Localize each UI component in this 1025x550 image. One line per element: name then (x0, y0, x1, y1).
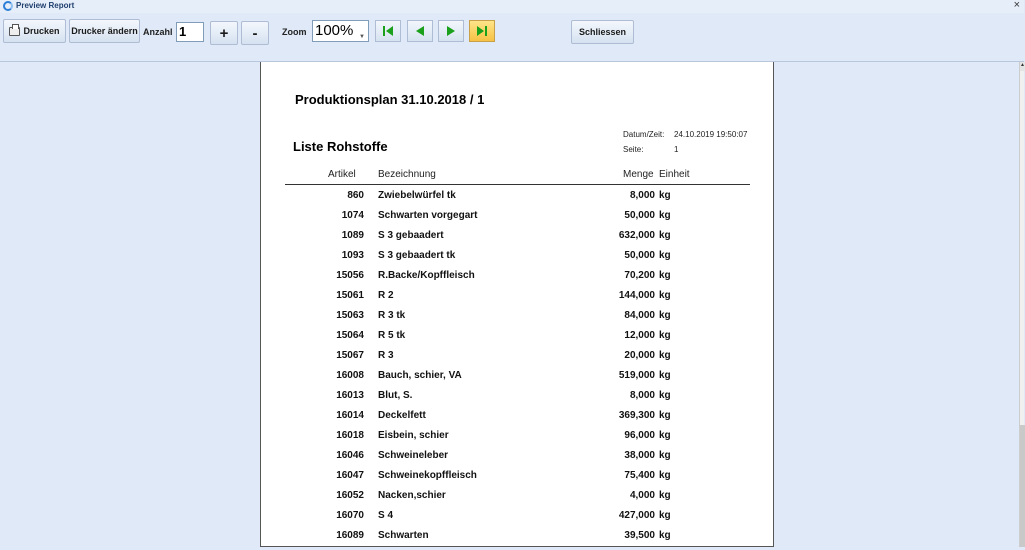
cell-menge: 75,400 (624, 470, 655, 481)
preview-area (0, 62, 1019, 547)
cell-bezeichnung: S 3 gebaadert tk (378, 250, 456, 261)
cell-bezeichnung: R 2 (378, 290, 394, 301)
cell-einheit: kg (659, 370, 671, 381)
cell-artikel: 16046 (336, 450, 364, 461)
cell-bezeichnung: Nacken,schier (378, 490, 446, 501)
cell-artikel: 15067 (336, 350, 364, 361)
table-row (261, 270, 775, 290)
cell-menge: 70,200 (624, 270, 655, 281)
vertical-scrollbar[interactable] (1019, 62, 1024, 547)
cell-artikel: 16070 (336, 510, 364, 521)
cell-menge: 632,000 (618, 230, 655, 241)
cell-einheit: kg (659, 390, 671, 401)
cell-einheit: kg (659, 410, 671, 421)
cell-bezeichnung: S 4 (378, 510, 394, 521)
table-row (261, 530, 775, 550)
copies-label: Anzahl (143, 27, 173, 37)
cell-bezeichnung: Schweineleber (378, 450, 449, 461)
cell-einheit: kg (659, 210, 671, 221)
cell-einheit: kg (659, 510, 671, 521)
table-row (261, 450, 775, 470)
print-button-label: Drucken (23, 26, 60, 36)
table-row (261, 470, 775, 490)
table-row (261, 490, 775, 510)
table-row (261, 330, 775, 350)
printer-icon (9, 27, 20, 36)
table-row (261, 290, 775, 310)
cell-artikel: 15061 (336, 290, 364, 301)
decrease-copies-button[interactable]: - (241, 21, 269, 45)
cell-menge: 4,000 (629, 490, 655, 501)
table-row (261, 370, 775, 390)
column-header-bezeichnung: Bezeichnung (378, 169, 436, 180)
table-row (261, 250, 775, 270)
next-page-button[interactable] (438, 20, 464, 42)
cell-menge: 12,000 (624, 330, 655, 341)
report-page (260, 62, 774, 547)
title-bar (0, 0, 1024, 13)
cell-bezeichnung: S 3 gebaadert (378, 230, 444, 241)
cell-einheit: kg (659, 430, 671, 441)
previous-page-button[interactable] (407, 20, 433, 42)
cell-artikel: 16018 (336, 430, 364, 441)
cell-bezeichnung: Eisbein, schier (378, 430, 449, 441)
cell-artikel: 15063 (336, 310, 364, 321)
cell-artikel: 1074 (341, 210, 364, 221)
cell-einheit: kg (659, 190, 671, 201)
cell-bezeichnung: Schwarten (378, 530, 429, 541)
cell-bezeichnung: Schwarten vorgegart (378, 210, 478, 221)
increase-copies-button[interactable]: + (210, 21, 238, 45)
first-page-icon (382, 25, 394, 37)
list-title: Liste Rohstoffe (293, 139, 388, 154)
table-row (261, 310, 775, 330)
cell-menge: 8,000 (629, 390, 655, 401)
cell-bezeichnung: Bauch, schier, VA (378, 370, 462, 381)
cell-menge: 84,000 (624, 310, 655, 321)
close-button[interactable]: Schliessen (571, 20, 634, 44)
last-page-button[interactable] (469, 20, 495, 42)
cell-bezeichnung: Schweinekopffleisch (378, 470, 477, 481)
cell-bezeichnung: R 3 (378, 350, 394, 361)
page-number-value: 1 (674, 145, 679, 154)
cell-artikel: 860 (347, 190, 364, 201)
cell-bezeichnung: Deckelfett (378, 410, 426, 421)
cell-artikel: 16008 (336, 370, 364, 381)
cell-einheit: kg (659, 270, 671, 281)
print-button[interactable] (3, 19, 66, 43)
page-label: Seite: (623, 145, 644, 154)
next-page-icon (445, 25, 457, 37)
table-row (261, 210, 775, 230)
first-page-button[interactable] (375, 20, 401, 42)
cell-einheit: kg (659, 330, 671, 341)
last-page-icon (476, 25, 488, 37)
zoom-select[interactable] (312, 20, 369, 42)
scrollbar-thumb[interactable] (1020, 425, 1025, 547)
cell-artikel: 16047 (336, 470, 364, 481)
cell-einheit: kg (659, 230, 671, 241)
cell-einheit: kg (659, 490, 671, 501)
zoom-value: 100% (315, 22, 354, 39)
cell-menge: 20,000 (624, 350, 655, 361)
cell-bezeichnung: R 5 tk (378, 330, 406, 341)
cell-artikel: 16014 (336, 410, 364, 421)
table-row (261, 350, 775, 370)
cell-einheit: kg (659, 530, 671, 541)
close-window-button[interactable]: × (1013, 0, 1020, 11)
table-row (261, 510, 775, 530)
cell-einheit: kg (659, 470, 671, 481)
cell-menge: 38,000 (624, 450, 655, 461)
column-header-menge: Menge (623, 169, 654, 180)
cell-menge: 519,000 (618, 370, 655, 381)
table-row (261, 190, 775, 210)
copies-input[interactable]: 1 (176, 22, 204, 42)
table-row (261, 430, 775, 450)
cell-menge: 39,500 (624, 530, 655, 541)
cell-artikel: 16013 (336, 390, 364, 401)
cell-einheit: kg (659, 450, 671, 461)
chevron-down-icon: ▼ (359, 34, 365, 40)
table-row (261, 410, 775, 430)
cell-bezeichnung: R.Backe/Kopffleisch (378, 270, 475, 281)
scroll-up-icon[interactable]: ▲ (1020, 62, 1025, 71)
date-time-label: Datum/Zeit: (623, 130, 665, 139)
cell-artikel: 16089 (336, 530, 364, 541)
cell-artikel: 15064 (336, 330, 364, 341)
cell-menge: 50,000 (624, 250, 655, 261)
cell-menge: 96,000 (624, 430, 655, 441)
column-header-artikel: Artikel (328, 169, 356, 180)
date-time-value: 24.10.2019 19:50:07 (674, 130, 748, 139)
zoom-label: Zoom (282, 27, 307, 37)
column-header-einheit: Einheit (659, 169, 690, 180)
cell-artikel: 1089 (341, 230, 364, 241)
previous-page-icon (414, 25, 426, 37)
cell-einheit: kg (659, 310, 671, 321)
cell-artikel: 1093 (341, 250, 364, 261)
cell-einheit: kg (659, 350, 671, 361)
cell-menge: 369,300 (618, 410, 655, 421)
cell-menge: 144,000 (618, 290, 655, 301)
cell-menge: 427,000 (618, 510, 655, 521)
cell-einheit: kg (659, 250, 671, 261)
cell-artikel: 15056 (336, 270, 364, 281)
cell-menge: 50,000 (624, 210, 655, 221)
report-title: Produktionsplan 31.10.2018 / 1 (295, 92, 485, 107)
table-row (261, 390, 775, 410)
change-printer-button[interactable]: Drucker ändern (69, 19, 140, 43)
cell-bezeichnung: Zwiebelwürfel tk (378, 190, 456, 201)
header-divider (285, 184, 750, 185)
window-title: Preview Report (16, 1, 75, 10)
app-logo-icon (3, 1, 13, 11)
table-row (261, 230, 775, 250)
cell-bezeichnung: R 3 tk (378, 310, 406, 321)
cell-menge: 8,000 (629, 190, 655, 201)
cell-artikel: 16052 (336, 490, 364, 501)
cell-bezeichnung: Blut, S. (378, 390, 413, 401)
toolbar (0, 13, 1024, 62)
cell-einheit: kg (659, 290, 671, 301)
